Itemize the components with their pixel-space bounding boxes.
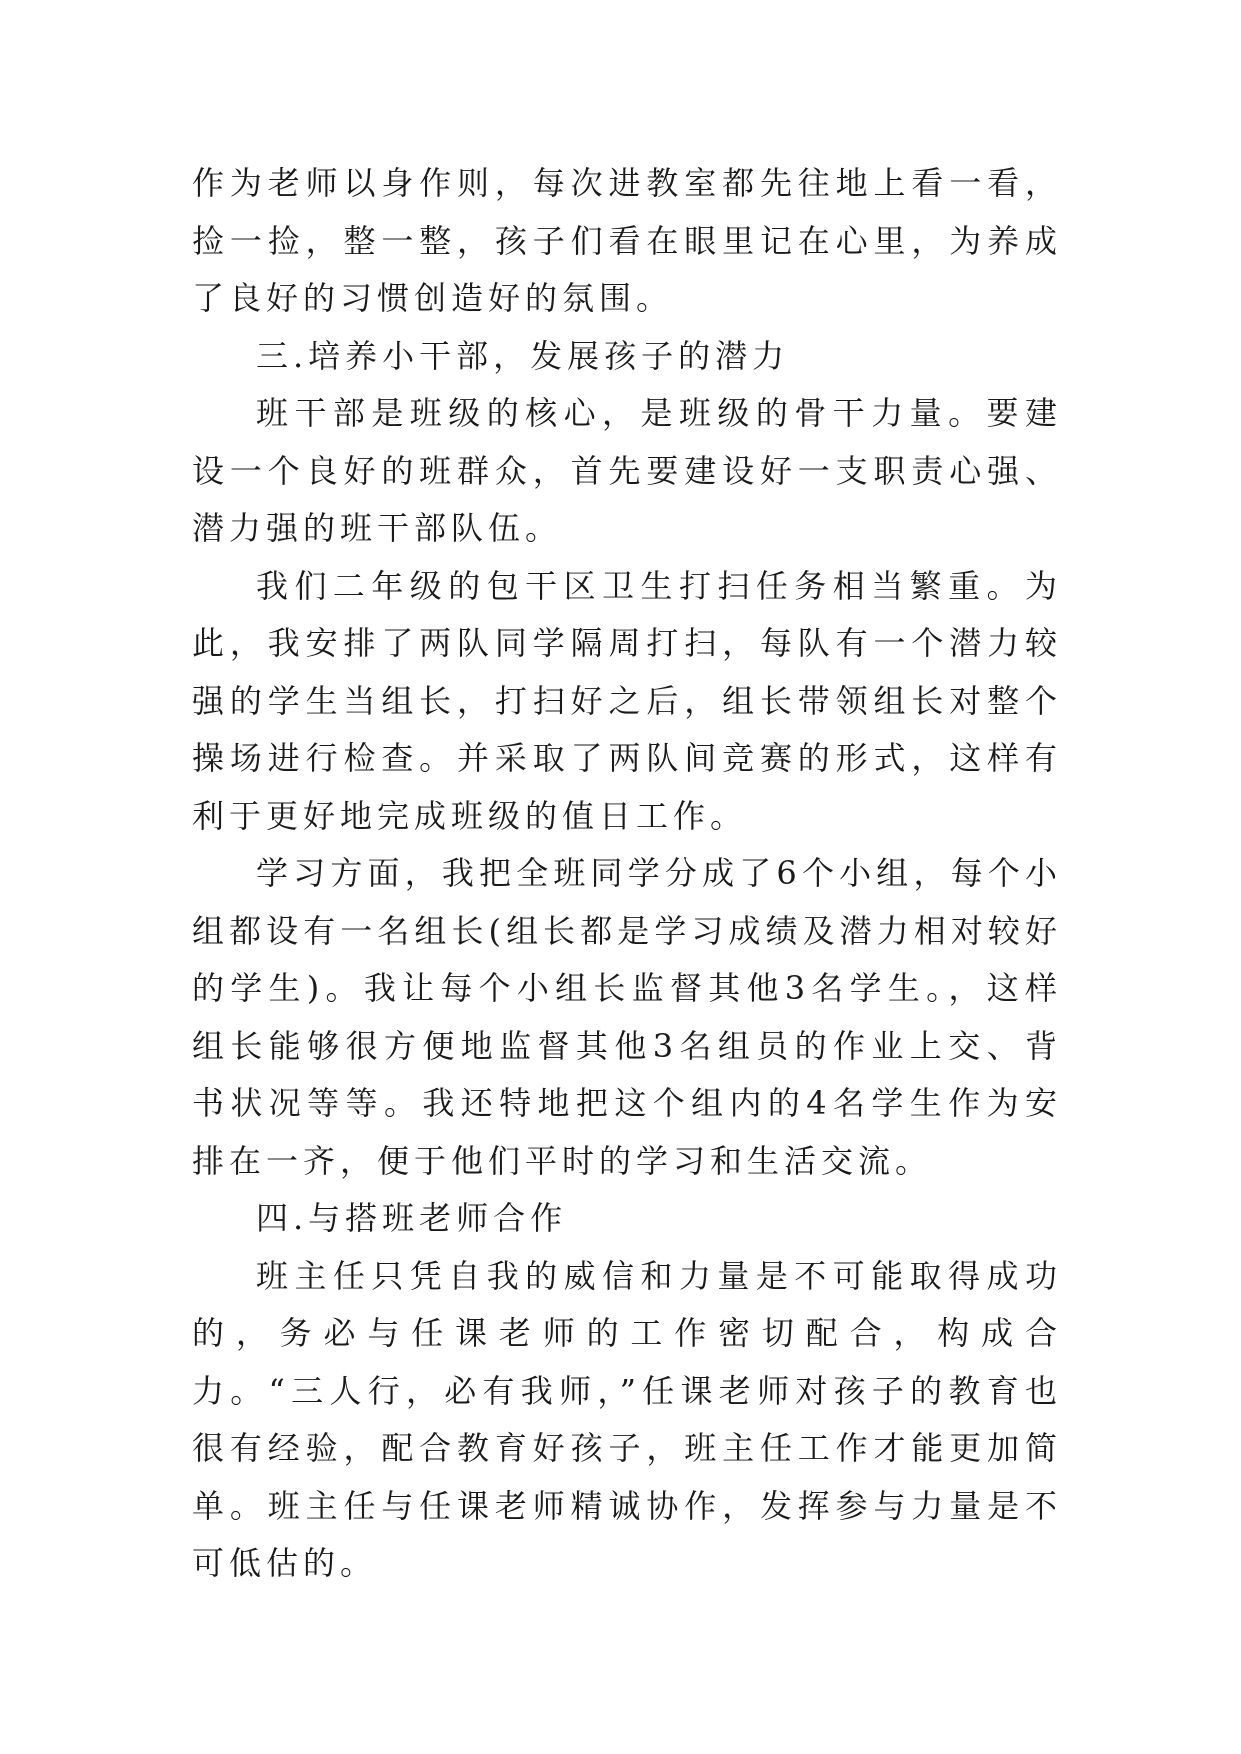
paragraph-5: 班主任只凭自我的威信和力量是不可能取得成功的，务必与任课老师的工作密切配合，构成合力。“三人行，必有我师，”任课老师对孩子的教育也很有经验，配合教育好孩子，班主任工作才能更加简单。班主任与任课老师精诚协作，发挥参与力量是不可低估的。 [192,1256,1062,1582]
section-heading-3: 三.培养小干部，发展孩子的潜力 [256,336,790,375]
paragraph-3: 我们二年级的包干区卫生打扫任务相当繁重。为此，我安排了两队同学隔周打扫，每队有一个潜力较强的学生当组长，打扫好之后，组长带领组长对整个操场进行检查。并采取了两队间竞赛的形式，这样有利于更好地完成班级的值日工作。 [192,566,1062,835]
section-heading-4: 四.与搭班老师合作 [256,1199,568,1237]
paragraph-4: 学习方面，我把全班同学分成了6个小组，每个小组都设有一名组长(组长都是学习成绩及潜力相对较好的学生)。我让每个小组长监督其他3名学生。，这样组长能够很方便地监督其他3名组员的作业上交、背书状况等等。我还特地把这个组内的4名学生作为安排在一齐，便于他们平时的学习和生活交流。 [192,854,1062,1180]
paragraph-2: 班干部是班级的核心，是班级的骨干力量。要建设一个良好的班群众，首先要建设好一支职责心强、潜力强的班干部队伍。 [192,394,1062,547]
paragraph-1: 作为老师以身作则，每次进教室都先往地上看一看，捡一捡，整一整，孩子们看在眼里记在心里，为养成了良好的习惯创造好的氛围。 [192,164,1062,317]
document-body [192,155,1062,1593]
